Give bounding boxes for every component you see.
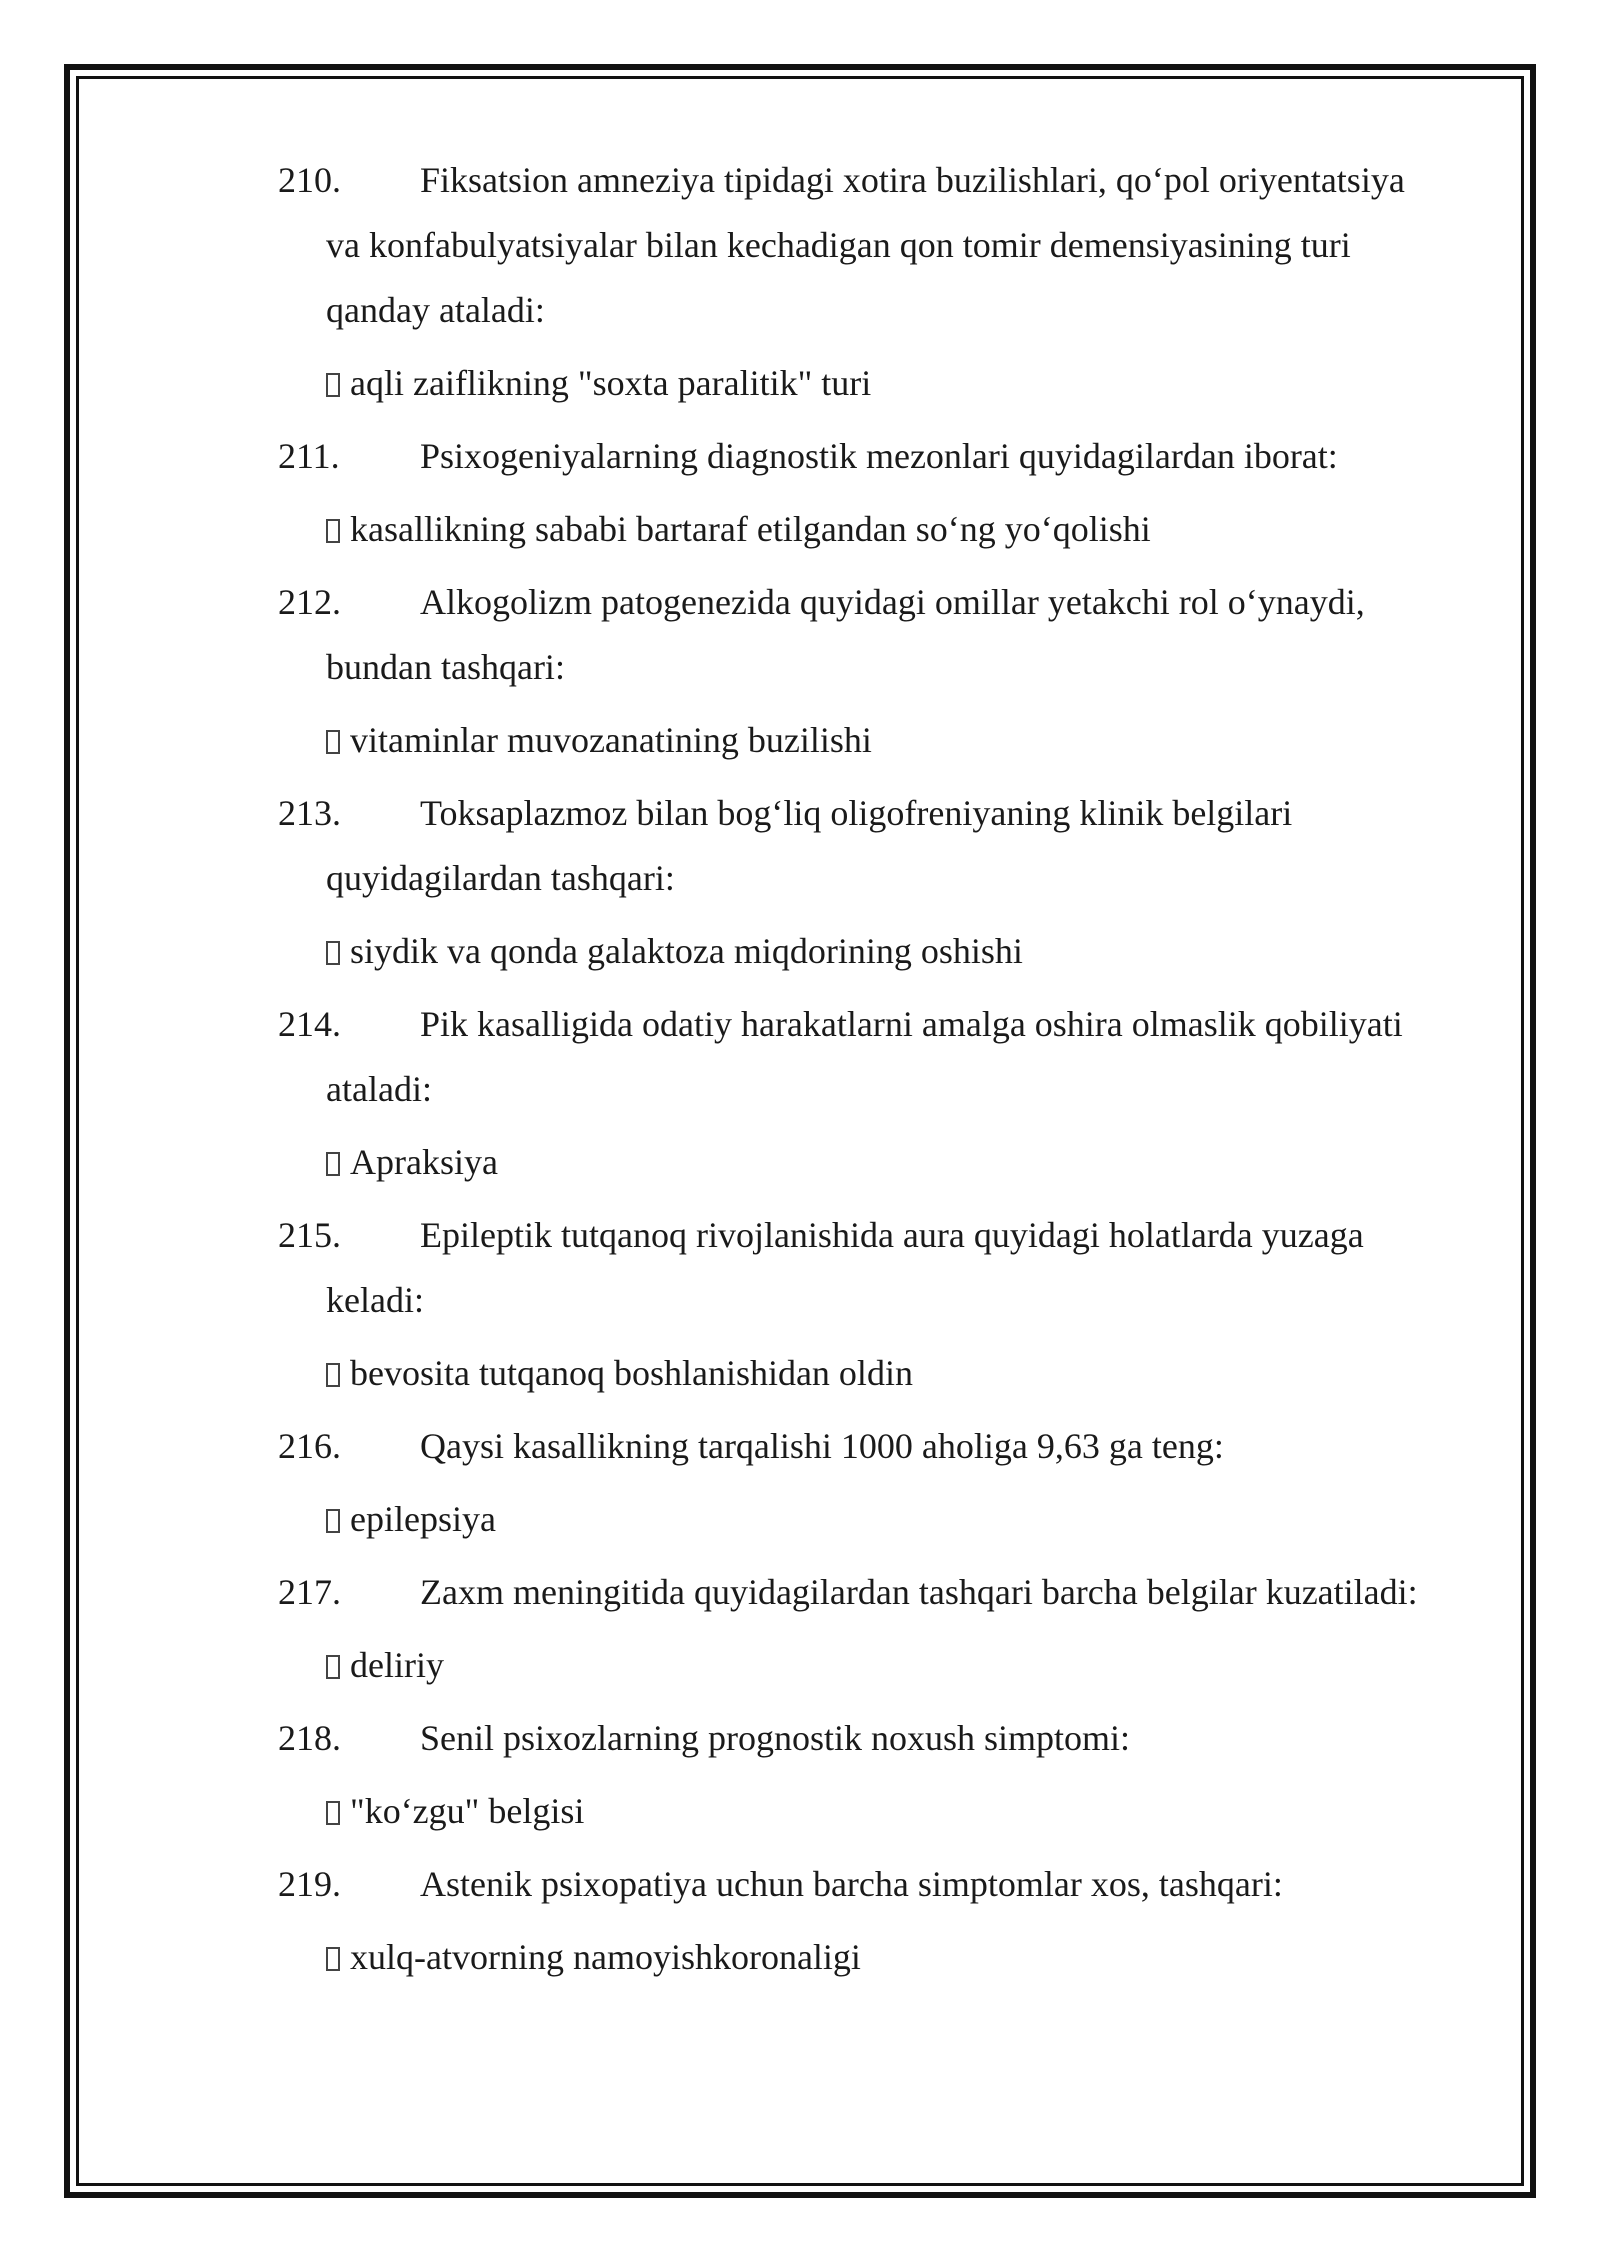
question-text-line: Alkogolizm patogenezida quyidagi omillar yetakchi rol o‘ynaydi, xyxy=(420,582,1365,622)
checkbox-icon xyxy=(326,1363,340,1387)
checkbox-icon xyxy=(326,1801,340,1825)
answer-211 xyxy=(278,497,1478,562)
answer-text: bevosita tutqanoq boshlanishidan oldin xyxy=(350,1353,913,1393)
question-text-line: Astenik psixopatiya uchun barcha simptomlar xos, tashqari: xyxy=(420,1864,1283,1904)
checkbox-icon xyxy=(326,730,340,754)
answer-214 xyxy=(278,1130,1478,1195)
question-text-line: Qaysi kasallikning tarqalishi 1000 aholiga 9,63 ga teng: xyxy=(420,1426,1224,1466)
question-216 xyxy=(278,1414,1478,1479)
question-214 xyxy=(278,992,1478,1122)
checkbox-icon xyxy=(326,1509,340,1533)
checkbox-icon xyxy=(326,373,340,397)
answer-text: "ko‘zgu" belgisi xyxy=(350,1791,585,1831)
question-217 xyxy=(278,1560,1478,1625)
answer-text: aqli zaiflikning "soxta paralitik" turi xyxy=(350,363,872,403)
answer-text: vitaminlar muvozanatining buzilishi xyxy=(350,720,872,760)
question-number: 219. xyxy=(278,1864,341,1904)
checkbox-icon xyxy=(326,1152,340,1176)
answer-217 xyxy=(278,1633,1478,1698)
question-text-line: quyidagilardan tashqari: xyxy=(326,858,675,898)
question-number: 210. xyxy=(278,160,341,200)
question-text-line: Pik kasalligida odatiy harakatlarni amalga oshira olmaslik qobiliyati xyxy=(420,1004,1403,1044)
question-text-line: ataladi: xyxy=(326,1069,432,1109)
checkbox-icon xyxy=(326,1947,340,1971)
answer-text: kasallikning sababi bartaraf etilgandan so‘ng yo‘qolishi xyxy=(350,509,1151,549)
question-text-line: Senil psixozlarning prognostik noxush simptomi: xyxy=(420,1718,1130,1758)
question-number: 214. xyxy=(278,1004,341,1044)
question-212 xyxy=(278,570,1478,700)
answer-210 xyxy=(278,351,1478,416)
question-text-line: keladi: xyxy=(326,1280,424,1320)
question-text-line: Epileptik tutqanoq rivojlanishida aura quyidagi holatlarda yuzaga xyxy=(420,1215,1364,1255)
question-210 xyxy=(278,148,1478,343)
question-211 xyxy=(278,424,1478,489)
checkbox-icon xyxy=(326,941,340,965)
question-text-line: Toksaplazmoz bilan bog‘liq oligofreniyaning klinik belgilari xyxy=(420,793,1293,833)
question-text-line: qanday ataladi: xyxy=(326,290,545,330)
question-number: 212. xyxy=(278,582,341,622)
answer-213 xyxy=(278,919,1478,984)
question-number: 216. xyxy=(278,1426,341,1466)
answer-text: xulq-atvorning namoyishkoronaligi xyxy=(350,1937,861,1977)
question-text-line: va konfabulyatsiyalar bilan kechadigan qon tomir demensiyasining turi xyxy=(326,225,1351,265)
answer-text: epilepsiya xyxy=(350,1499,496,1539)
answer-218 xyxy=(278,1779,1478,1844)
question-219 xyxy=(278,1852,1478,1917)
question-list xyxy=(278,148,1478,1998)
question-215 xyxy=(278,1203,1478,1333)
checkbox-icon xyxy=(326,519,340,543)
checkbox-icon xyxy=(326,1655,340,1679)
answer-215 xyxy=(278,1341,1478,1406)
question-213 xyxy=(278,781,1478,911)
question-number: 215. xyxy=(278,1215,341,1255)
answer-text: siydik va qonda galaktoza miqdorining oshishi xyxy=(350,931,1023,971)
question-text-line: Psixogeniyalarning diagnostik mezonlari quyidagilardan iborat: xyxy=(420,436,1338,476)
question-text-line: bundan tashqari: xyxy=(326,647,565,687)
answer-216 xyxy=(278,1487,1478,1552)
answer-219 xyxy=(278,1925,1478,1990)
answer-text: Apraksiya xyxy=(350,1142,498,1182)
question-text-line: Zaxm meningitida quyidagilardan tashqari barcha belgilar kuzatiladi: xyxy=(420,1572,1418,1612)
answer-212 xyxy=(278,708,1478,773)
question-218 xyxy=(278,1706,1478,1771)
question-number: 218. xyxy=(278,1718,341,1758)
question-number: 217. xyxy=(278,1572,341,1612)
question-number: 213. xyxy=(278,793,341,833)
answer-text: deliriy xyxy=(350,1645,444,1685)
question-number: 211. xyxy=(278,436,340,476)
question-text-line: Fiksatsion amneziya tipidagi xotira buzilishlari, qo‘pol oriyentatsiya xyxy=(420,160,1405,200)
